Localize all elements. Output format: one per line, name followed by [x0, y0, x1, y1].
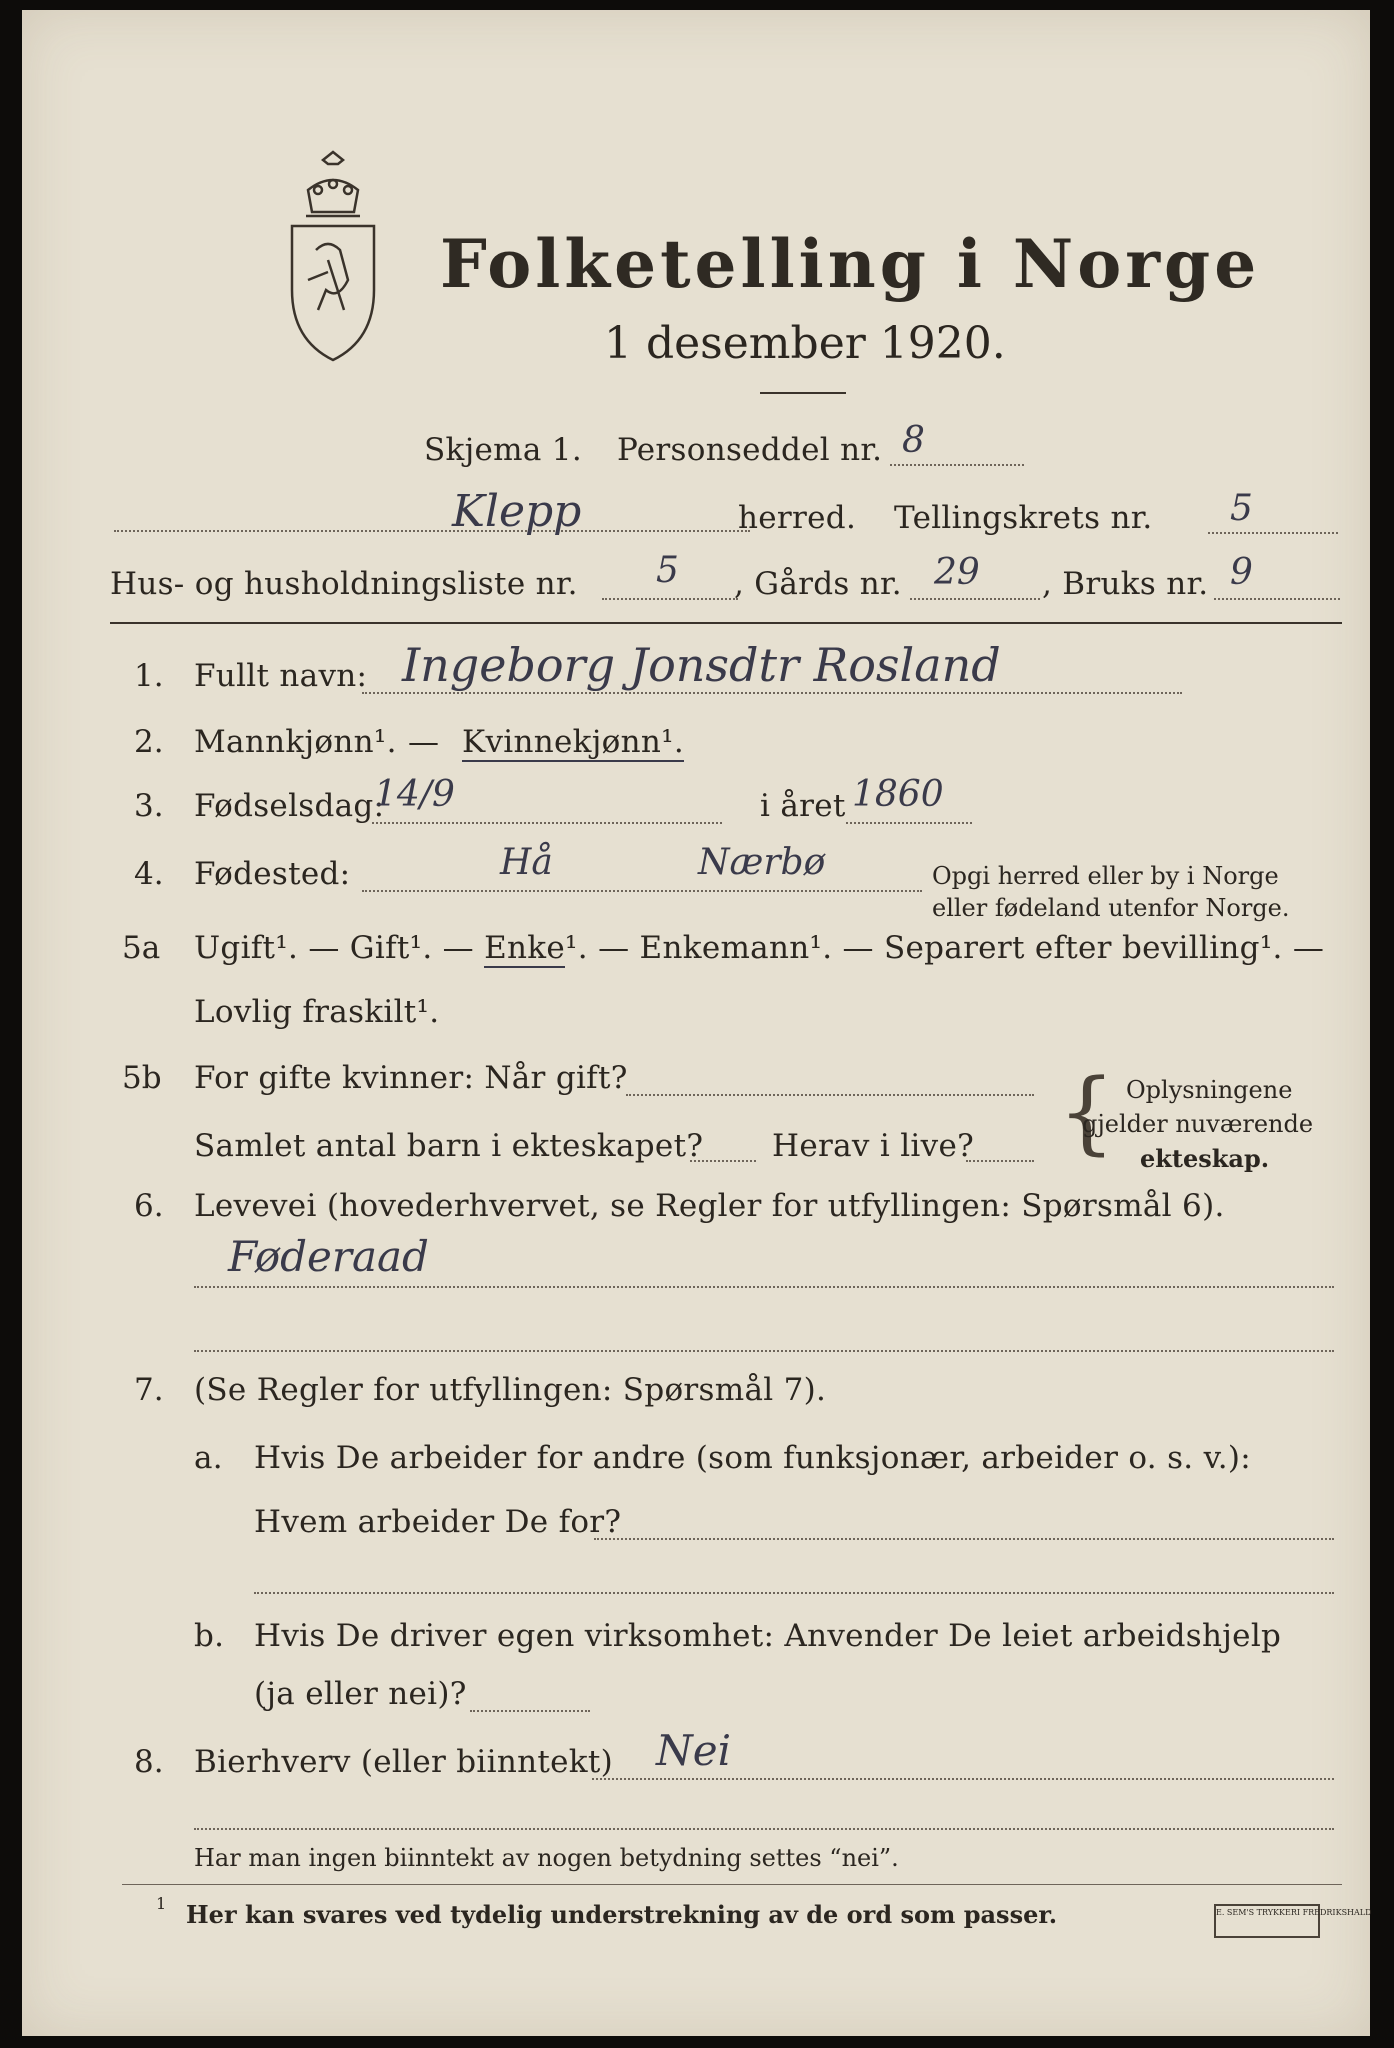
q2-number: 2.: [134, 724, 164, 760]
q4-line: [362, 890, 922, 892]
q5a-number: 5a: [122, 930, 161, 966]
q4-value1: Hå: [500, 842, 553, 883]
q1-value: Ingeborg Jonsdtr Rosland: [402, 638, 1001, 692]
q7a-line2: Hvem arbeider De for?: [254, 1504, 622, 1540]
q2-male: Mannkjønn¹.: [194, 724, 397, 760]
bruks-label: , Bruks nr.: [1042, 566, 1209, 602]
husliste-line: [602, 598, 738, 600]
personseddel-label: Personseddel nr.: [617, 432, 883, 468]
skjema-label: Skjema 1.: [424, 432, 582, 468]
q5a-line1b: ¹. — Enkemann¹. — Separert efter bevilling¹. —: [565, 930, 1325, 966]
tellingskrets-label: Tellingskrets nr.: [894, 500, 1153, 536]
q1-line: [362, 692, 1182, 694]
q5a-line2: Lovlig fraskilt¹.: [194, 994, 440, 1030]
q3-year-value: 1860: [852, 774, 944, 815]
q7a-line2-dots: [594, 1538, 1334, 1540]
q7a-line3-dots: [254, 1592, 1334, 1594]
census-date: 1 desember 1920.: [604, 318, 1006, 369]
printer-mark: [1214, 1904, 1372, 1938]
q8-line: [592, 1778, 1334, 1780]
q5b-line1-dots: [626, 1094, 1034, 1096]
q8-number: 8.: [134, 1744, 164, 1780]
q6-line1: [194, 1286, 1334, 1288]
q7b-letter: b.: [194, 1618, 225, 1654]
q5a-line1: Ugift¹. — Gift¹. —: [194, 930, 485, 966]
q7b-line2-dots: [470, 1710, 590, 1712]
q5b-line1: For gifte kvinner: Når gift?: [194, 1060, 628, 1096]
q5b-note1: Oplysningene: [1126, 1076, 1293, 1104]
herred-value: Klepp: [452, 486, 582, 537]
q3-year-line: [846, 822, 972, 824]
q4-note2: eller fødeland utenfor Norge.: [932, 894, 1290, 922]
husliste-label: Hus- og husholdningsliste nr.: [110, 566, 578, 602]
q4-note1: Opgi herred eller by i Norge: [932, 862, 1279, 890]
q5b-line2a-dots: [690, 1160, 756, 1162]
q5b-line2a: Samlet antal barn i ekteskapet?: [194, 1128, 704, 1164]
bruks-line: [1214, 598, 1340, 600]
gards-line: [910, 598, 1040, 600]
q4-label: Fødested:: [194, 856, 351, 892]
q7a-letter: a.: [194, 1440, 223, 1476]
printer-mark-text: E. SEM'S TRYKKERI FREDRIKSHALD: [1216, 1908, 1372, 1917]
q7-label: (Se Regler for utfyllingen: Spørsmål 7).: [194, 1372, 827, 1408]
q8-value: Nei: [656, 1726, 732, 1775]
q3-number: 3.: [134, 788, 164, 824]
bruks-value: 9: [1230, 552, 1253, 593]
q6-label: Levevei (hovederhvervet, se Regler for utfyllingen: Spørsmål 6).: [194, 1188, 1225, 1224]
footer-divider: [122, 1884, 1342, 1885]
q5a-enke: Enke: [484, 930, 566, 966]
q2-dash: —: [408, 724, 440, 760]
q7a-line1: Hvis De arbeider for andre (som funksjonær, arbeider o. s. v.):: [254, 1440, 1252, 1476]
q5a-options: [194, 930, 1324, 966]
title-divider: [760, 392, 846, 394]
herred-label: herred.: [738, 500, 857, 536]
q1-label: Fullt navn:: [194, 658, 368, 694]
coat-of-arms-icon: [278, 150, 388, 370]
herred-line: [114, 530, 750, 532]
header-divider: [110, 622, 1342, 624]
gards-label: , Gårds nr.: [734, 566, 902, 602]
q3-label: Fødselsdag:: [194, 788, 385, 824]
q7b-line1: Hvis De driver egen virksomhet: Anvender De leiet arbeidshjelp: [254, 1618, 1282, 1654]
q7b-line2: (ja eller nei)?: [254, 1676, 467, 1712]
personseddel-value: 8: [902, 420, 925, 461]
q6-line2: [194, 1350, 1334, 1352]
q4-number: 4.: [134, 856, 164, 892]
q1-number: 1.: [134, 658, 164, 694]
personseddel-line: [890, 464, 1024, 466]
q5b-line2b: Herav i live?: [772, 1128, 975, 1164]
q5b-note3: ekteskap.: [1140, 1144, 1270, 1173]
tellingskrets-value: 5: [1230, 488, 1253, 529]
q3-day-value: 14/9: [374, 774, 455, 815]
form-title: Folketelling i Norge: [440, 225, 1261, 303]
q2-female: Kvinnekjønn¹.: [462, 724, 685, 760]
q6-value: Føderaad: [228, 1232, 429, 1281]
q5b-bracket: {: [1058, 1060, 1116, 1165]
footnote-text: Her kan svares ved tydelig understrekning av de ord som passer.: [186, 1900, 1058, 1929]
gards-value: 29: [934, 552, 980, 593]
q6-number: 6.: [134, 1188, 164, 1224]
tellingskrets-line: [1208, 532, 1338, 534]
q7-number: 7.: [134, 1372, 164, 1408]
q5b-line2b-dots: [966, 1160, 1034, 1162]
footnote-mark: 1: [156, 1894, 167, 1913]
q4-value2: Nærbø: [698, 842, 826, 883]
q5b-number: 5b: [122, 1060, 162, 1096]
q8-line2: [194, 1828, 1334, 1830]
q8-label: Bierhverv (eller biinntekt): [194, 1744, 614, 1780]
q3-year-label: i året: [760, 788, 846, 824]
q5b-note2: gjelder nuværende: [1082, 1110, 1314, 1138]
husliste-value: 5: [656, 550, 679, 591]
q3-day-line: [372, 822, 722, 824]
biinntekt-note: Har man ingen biinntekt av nogen betydning settes “nei”.: [194, 1844, 899, 1872]
census-form-sheet: [22, 10, 1370, 2036]
